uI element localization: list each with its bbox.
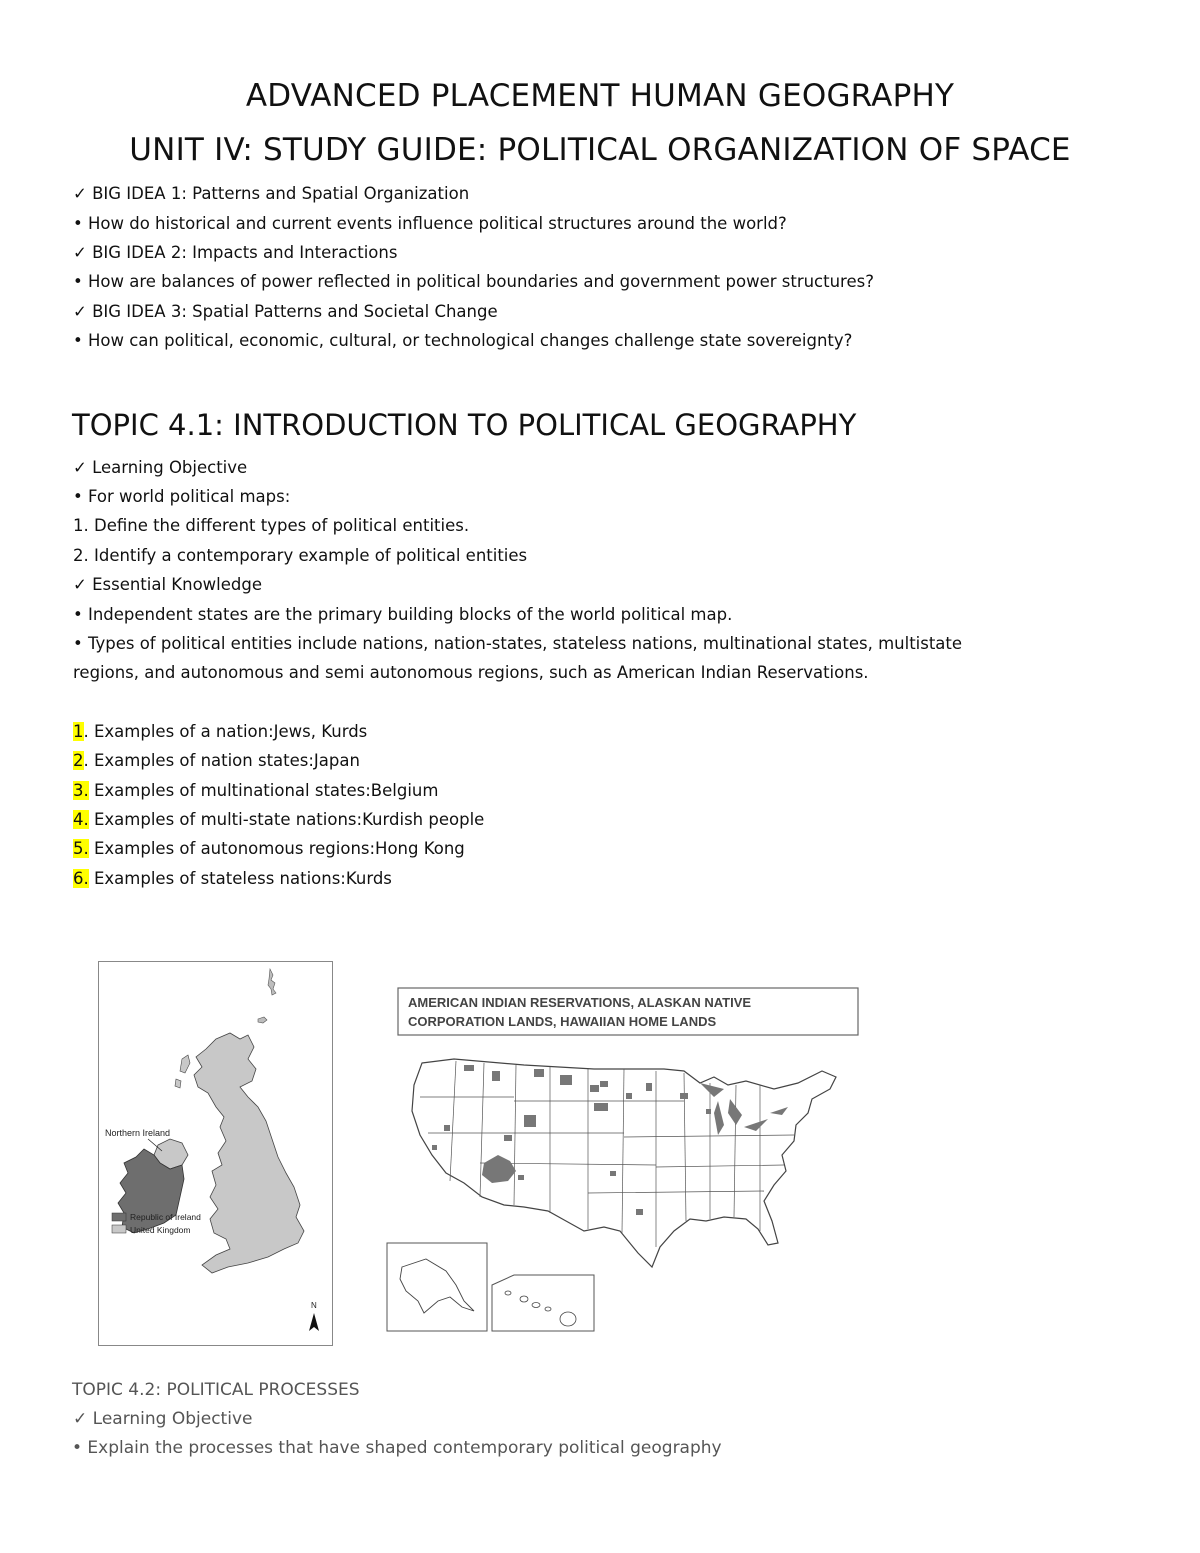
example-number: 3. bbox=[73, 781, 89, 800]
big-idea-1-question: • How do historical and current events influence political structures around the world? bbox=[73, 214, 787, 233]
essential-knowledge-label: ✓ Essential Knowledge bbox=[73, 575, 262, 594]
us-map-title-line2: CORPORATION LANDS, HAWAIIAN HOME LANDS bbox=[408, 1014, 717, 1029]
knowledge-2-continued: regions, and autonomous and semi autonomous regions, such as American Indian Reservations. bbox=[73, 663, 869, 682]
uk-ireland-map bbox=[98, 961, 333, 1346]
legend-swatch-uk bbox=[112, 1225, 126, 1233]
us-reservations-map bbox=[384, 985, 876, 1335]
example-number: 5. bbox=[73, 839, 89, 858]
big-idea-1: ✓ BIG IDEA 1: Patterns and Spatial Organization bbox=[73, 184, 470, 203]
objective-1: 1. Define the different types of political entities. bbox=[73, 516, 470, 535]
example-text: . Examples of nation states:Japan bbox=[83, 751, 360, 770]
topic-4-2-heading: TOPIC 4.2: POLITICAL PROCESSES bbox=[72, 1380, 360, 1400]
example-item bbox=[73, 838, 465, 860]
us-map-title-line1: AMERICAN INDIAN RESERVATIONS, ALASKAN NATIVE bbox=[408, 995, 752, 1010]
objective-intro: • For world political maps: bbox=[73, 487, 291, 506]
document-title: ADVANCED PLACEMENT HUMAN GEOGRAPHY bbox=[245, 78, 955, 114]
example-item bbox=[73, 868, 392, 890]
example-item bbox=[73, 780, 438, 802]
example-text: Examples of autonomous regions:Hong Kong bbox=[88, 839, 465, 858]
legend-label-ireland: Republic of Ireland bbox=[130, 1212, 201, 1222]
big-idea-2-question: • How are balances of power reflected in political boundaries and government power structures? bbox=[73, 272, 874, 291]
example-text: . Examples of a nation:Jews, Kurds bbox=[83, 722, 368, 741]
example-number: 1 bbox=[73, 722, 84, 741]
topic-4-1-heading: TOPIC 4.1: INTRODUCTION TO POLITICAL GEOGRAPHY bbox=[72, 408, 857, 442]
learning-objective-label: ✓ Learning Objective bbox=[73, 458, 248, 477]
example-item bbox=[73, 750, 360, 772]
big-idea-3: ✓ BIG IDEA 3: Spatial Patterns and Societal Change bbox=[73, 302, 498, 321]
knowledge-2: • Types of political entities include nations, nation-states, stateless nations, multinational states, multistate bbox=[73, 634, 963, 653]
topic-4-2-learning-objective-label: ✓ Learning Objective bbox=[73, 1409, 253, 1429]
example-number: 2 bbox=[73, 751, 84, 770]
example-text: Examples of multi-state nations:Kurdish people bbox=[88, 810, 485, 829]
document-subtitle: UNIT IV: STUDY GUIDE: POLITICAL ORGANIZATION OF SPACE bbox=[129, 132, 1071, 168]
hawaii-inset bbox=[492, 1275, 594, 1331]
legend-swatch-ireland bbox=[112, 1213, 126, 1221]
example-number: 6. bbox=[73, 869, 89, 888]
objective-2: 2. Identify a contemporary example of political entities bbox=[73, 546, 528, 565]
topic-4-2-objective: • Explain the processes that have shaped contemporary political geography bbox=[72, 1438, 722, 1458]
example-text: Examples of stateless nations:Kurds bbox=[88, 869, 392, 888]
knowledge-1: • Independent states are the primary building blocks of the world political map. bbox=[73, 605, 733, 624]
example-text: Examples of multinational states:Belgium bbox=[88, 781, 439, 800]
north-label: N bbox=[311, 1301, 317, 1310]
northern-ireland-label: Northern Ireland bbox=[105, 1128, 171, 1138]
example-item bbox=[73, 721, 367, 743]
legend-label-uk: United Kingdom bbox=[130, 1225, 191, 1235]
example-item bbox=[73, 809, 484, 831]
big-idea-2: ✓ BIG IDEA 2: Impacts and Interactions bbox=[73, 243, 398, 262]
big-idea-3-question: • How can political, economic, cultural, or technological changes challenge state sovereignty? bbox=[73, 331, 853, 350]
example-number: 4. bbox=[73, 810, 89, 829]
